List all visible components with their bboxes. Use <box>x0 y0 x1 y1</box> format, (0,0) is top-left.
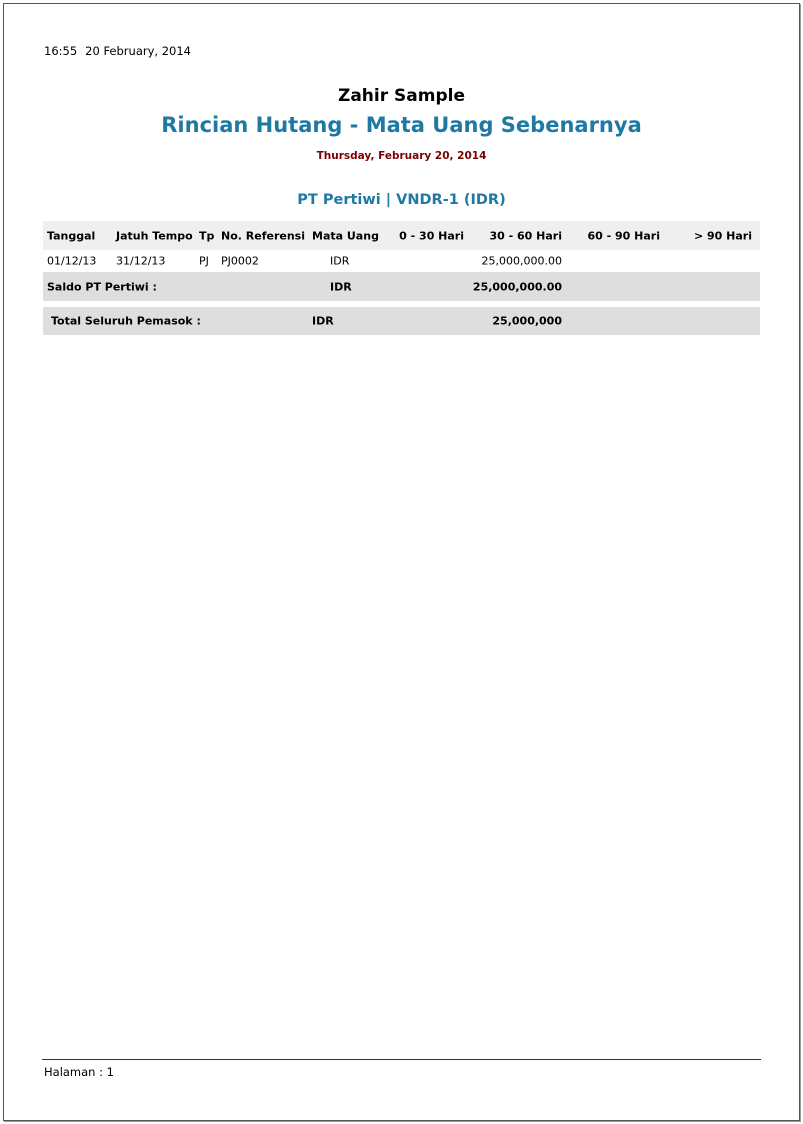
col-tp: Tp <box>199 229 215 242</box>
vendor-heading: PT Pertiwi | VNDR-1 (IDR) <box>297 192 506 208</box>
col-90: > 90 Hari <box>693 229 752 242</box>
grand-total-currency: IDR <box>312 314 334 328</box>
report-title: Rincian Hutang - Mata Uang Sebenarnya <box>161 113 642 137</box>
print-timestamp <box>44 44 191 58</box>
cell-mata-uang: IDR <box>330 254 350 268</box>
cell-30-60: 25,000,000.00 <box>481 254 562 268</box>
cell-tanggal: 01/12/13 <box>47 254 97 268</box>
col-no-referensi: No. Referensi <box>221 229 305 242</box>
subtotal-30-60: 25,000,000.00 <box>472 280 562 293</box>
col-tanggal: Tanggal <box>47 229 96 242</box>
print-time: 16:55 <box>44 44 78 58</box>
page-number: Halaman : 1 <box>44 1065 114 1079</box>
cell-no-referensi: PJ0002 <box>221 254 259 268</box>
grand-total-amount: 25,000,000 <box>492 314 562 328</box>
print-date: 20 February, 2014 <box>85 44 191 58</box>
footer-divider <box>42 1059 761 1060</box>
grand-total-row <box>43 307 760 335</box>
subtotal-label: Saldo PT Pertiwi : <box>47 280 157 293</box>
company-name: Zahir Sample <box>338 86 465 106</box>
report-page <box>3 3 800 1121</box>
table-row <box>43 250 760 272</box>
vendor-subtotal-row <box>43 272 760 301</box>
report-date: Thursday, February 20, 2014 <box>316 150 487 162</box>
col-60-90: 60 - 90 Hari <box>587 229 660 242</box>
cell-tp: PJ <box>199 254 209 268</box>
col-30-60: 30 - 60 Hari <box>489 229 562 242</box>
col-jatuh-tempo: Jatuh Tempo <box>116 229 193 242</box>
col-mata-uang: Mata Uang <box>312 229 379 242</box>
subtotal-currency: IDR <box>330 280 352 293</box>
col-0-30: 0 - 30 Hari <box>399 229 464 242</box>
cell-jatuh-tempo: 31/12/13 <box>116 254 166 268</box>
grand-total-label: Total Seluruh Pemasok : <box>51 314 201 328</box>
table-header-row <box>43 221 760 250</box>
